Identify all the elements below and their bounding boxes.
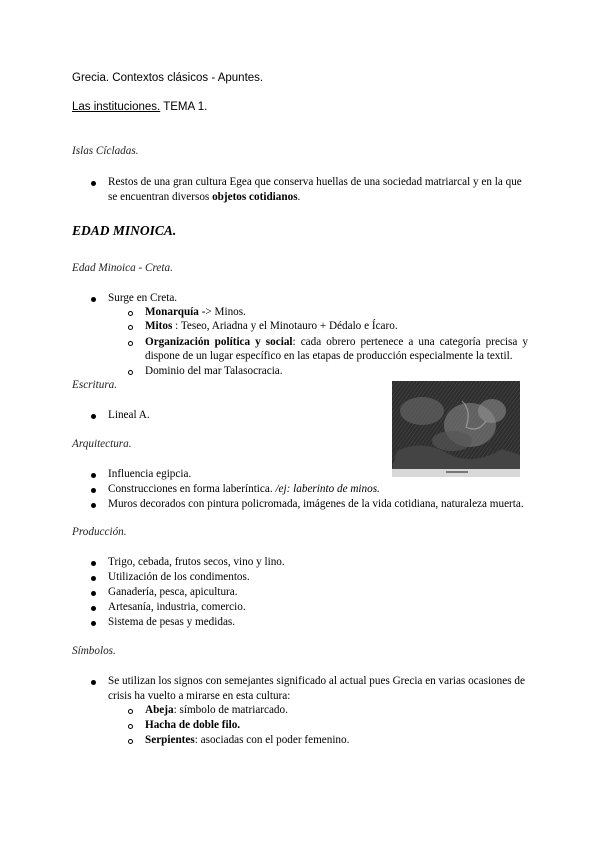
bullet-icon [91, 591, 96, 596]
bold-fragment: Serpientes [145, 734, 195, 746]
minoica-sub3-line2: dispone de un lugar específico en las etapas de producción especialmente la textil. [145, 350, 513, 362]
bold-fragment: Monarquía [145, 306, 199, 318]
bold-fragment: Hacha de doble filo. [145, 719, 241, 731]
text-fragment: . [297, 191, 301, 203]
text-fragment: : Teseo, Ariadna y el Minotauro + Dédalo e Ícaro. [172, 320, 398, 332]
bold-fragment: Mitos [145, 320, 173, 332]
minoica-sub2 [145, 319, 398, 333]
simbolos-sub2 [145, 718, 240, 732]
bullet-icon [91, 680, 96, 685]
section-title-minoica: EDAD MINOICA. [72, 223, 177, 238]
simbolos-sub1 [145, 703, 288, 717]
doc-subtitle [72, 101, 207, 113]
bullet-icon [91, 181, 96, 186]
sub-bullet-icon [128, 311, 133, 316]
produccion-item: Utilización de los condimentos. [108, 571, 250, 583]
bullet-icon [91, 488, 96, 493]
simbolos-sub3 [145, 733, 349, 747]
produccion-item: Trigo, cebada, frutos secos, vino y lino. [108, 556, 285, 568]
doc-title: Grecia. Contextos clásicos - Apuntes. [72, 72, 264, 84]
text-fragment: : símbolo de matriarcado. [173, 704, 288, 716]
section-heading-arquitectura: Arquitectura. [72, 438, 132, 450]
subtitle-rest: TEMA 1. [160, 101, 208, 113]
sub-bullet-icon [128, 709, 133, 714]
escritura-item1: Lineal A. [108, 409, 150, 421]
cicladas-line2 [108, 190, 300, 204]
simbolos-line1: Se utilizan los signos con semejantes significado al actual pues Grecia en varias ocasiones de [108, 675, 525, 687]
minotaur-engraving-image [392, 381, 520, 477]
sub-bullet-icon [128, 325, 133, 330]
bullet-icon [91, 561, 96, 566]
produccion-item: Artesanía, industria, comercio. [108, 601, 246, 613]
subtitle-underlined: Las instituciones. [72, 101, 161, 113]
produccion-item: Ganadería, pesca, apicultura. [108, 586, 238, 598]
italic-fragment: /ej: laberinto de minos. [275, 483, 380, 495]
bold-fragment: Organización política y social [145, 336, 293, 348]
arquitectura-item2 [108, 482, 380, 496]
minoica-sub3 [145, 335, 528, 349]
produccion-item: Sistema de pesas y medidas. [108, 616, 236, 628]
text-fragment: : cada obrero pertenece a una categoría precisa y [292, 336, 528, 348]
engraving-illustration [392, 381, 520, 477]
bullet-icon [91, 414, 96, 419]
section-heading-minoica-creta: Edad Minoica - Creta. [72, 262, 173, 274]
minoica-sub4: Dominio del mar Talasocracia. [145, 365, 283, 377]
simbolos-line2: crisis ha vuelto a mirarse en esta cultura: [108, 690, 291, 702]
text-fragment: -> Minos. [198, 306, 246, 318]
bullet-icon [91, 473, 96, 478]
section-heading-simbolos: Símbolos. [72, 645, 116, 657]
arquitectura-item3: Muros decorados con pintura policromada, imágenes de la vida cotidiana, naturaleza muerta. [108, 498, 524, 510]
sub-bullet-icon [128, 739, 133, 744]
minoica-sub1 [145, 305, 246, 319]
minoica-item1: Surge en Creta. [108, 292, 178, 304]
section-heading-cicladas: Islas Cícladas. [72, 145, 139, 157]
sub-bullet-icon [128, 341, 133, 346]
bullet-icon [91, 503, 96, 508]
bullet-icon [91, 576, 96, 581]
section-heading-produccion: Producción. [72, 526, 127, 538]
bullet-icon [91, 297, 96, 302]
bold-fragment: Abeja [145, 704, 174, 716]
text-fragment: : asociadas con el poder femenino. [194, 734, 350, 746]
sub-bullet-icon [128, 724, 133, 729]
text-fragment: se encuentran diversos [108, 191, 213, 203]
text-fragment: Construcciones en forma laberíntica. [108, 483, 276, 495]
cicladas-line1: Restos de una gran cultura Egea que conserva huellas de una sociedad matriarcal y en la que [108, 176, 522, 188]
bold-fragment: objetos cotidianos [212, 191, 298, 203]
section-heading-escritura: Escritura. [72, 379, 118, 391]
bullet-icon [91, 621, 96, 626]
sub-bullet-icon [128, 370, 133, 375]
bullet-icon [91, 606, 96, 611]
arquitectura-item1: Influencia egipcia. [108, 468, 192, 480]
